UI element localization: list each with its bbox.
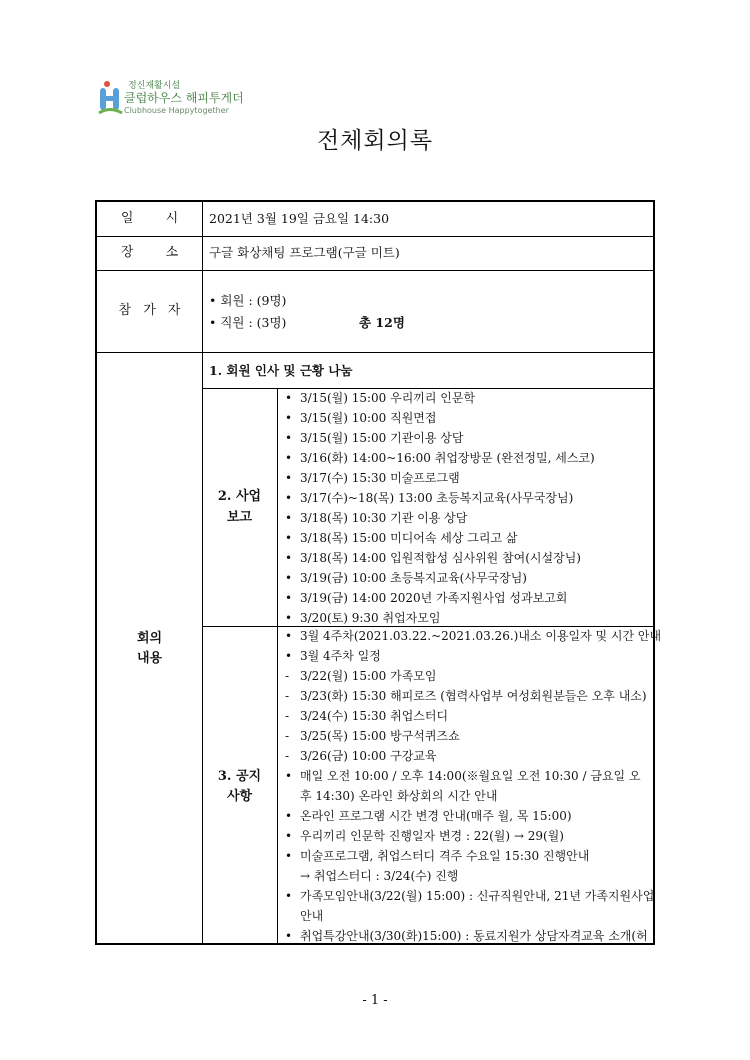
list-item: • 3월 4주차(2021.03.22.~2021.03.26.)내소 이용일자 및 시간 안내 bbox=[280, 626, 661, 646]
minutes-table bbox=[95, 200, 662, 945]
list-item: • 매일 오전 10:00 / 오후 14:00(※월요일 오전 10:30 / 금요일 오 bbox=[280, 766, 661, 786]
list-item: • 온라인 프로그램 시간 변경 안내(매주 월, 목 15:00) bbox=[280, 806, 661, 826]
list-item: • 3/20(토) 9:30 취업자모임 bbox=[280, 608, 595, 628]
page-title: 전체회의록 bbox=[316, 128, 434, 154]
place-value: 구글 화상채팅 프로그램(구글 미트) bbox=[209, 245, 400, 260]
logo-line-1: 정신재활시설 bbox=[128, 81, 181, 91]
table-divider bbox=[202, 202, 203, 943]
attendees-staff: • 직원 : (3명) bbox=[209, 315, 287, 330]
list-item: • 미술프로그램, 취업스터디 격주 수요일 15:30 진행안내 bbox=[280, 846, 661, 866]
clubhouse-h-logo-icon bbox=[98, 80, 124, 116]
section-3-list bbox=[280, 626, 661, 946]
logo-line-3: Clubhouse Happytogether bbox=[124, 106, 229, 115]
meeting-label-line2: 내용 bbox=[136, 651, 163, 666]
list-item: • 우리끼리 인문학 진행일자 변경 : 22(월) → 29(월) bbox=[280, 826, 661, 846]
list-item: • 3/15(월) 15:00 기관이용 상담 bbox=[280, 428, 595, 448]
attendees-label: 참 가 자 bbox=[118, 303, 185, 318]
list-item: - 3/26(금) 10:00 구강교육 bbox=[280, 746, 661, 766]
place-label: 장 소 bbox=[120, 245, 193, 260]
table-divider bbox=[97, 270, 653, 271]
list-item: • 3/19(금) 14:00 2020년 가족지원사업 성과보고회 bbox=[280, 588, 595, 608]
clubhouse-logo bbox=[98, 78, 258, 118]
section-2-title-line1: 2. 사업 bbox=[217, 489, 262, 504]
list-item: • 3/17(수)~18(목) 13:00 초등복지교육(사무국장님) bbox=[280, 488, 595, 508]
attendees-members: • 회원 : (9명) bbox=[209, 293, 287, 308]
table-divider bbox=[97, 352, 653, 353]
list-item: 후 14:30) 온라인 화상회의 시간 안내 bbox=[300, 789, 498, 803]
section-1-title: 1. 회원 인사 및 근황 나눔 bbox=[209, 363, 353, 378]
list-item: 안내 bbox=[300, 909, 324, 923]
list-item: • 3/18(목) 14:00 입원적합성 심사위원 참여(시설장님) bbox=[280, 548, 595, 568]
logo-line-2: 클럽하우스 해피투게더 bbox=[124, 91, 244, 105]
list-item: • 취업특강안내(3/30(화)15:00) : 동료지원가 상담자격교육 소개(허 bbox=[280, 926, 661, 946]
list-item: - 3/23(화) 15:30 해피로즈 (협력사업부 여성회원분들은 오후 내소) bbox=[280, 686, 661, 706]
list-item: - 3/25(목) 15:00 방구석퀴즈쇼 bbox=[280, 726, 661, 746]
list-item: • 3/18(목) 15:00 미디어속 세상 그리고 삶 bbox=[280, 528, 595, 548]
section-2-list bbox=[280, 388, 595, 628]
list-item: - 3/24(수) 15:30 취업스터디 bbox=[280, 706, 661, 726]
list-item: • 가족모임안내(3/22(월) 15:00) : 신규직원안내, 21년 가족지원사업 bbox=[280, 886, 661, 906]
section-3-title-line2: 사항 bbox=[226, 789, 253, 804]
date-value: 2021년 3월 19일 금요일 14:30 bbox=[209, 211, 390, 226]
section-2-title-line2: 보고 bbox=[226, 510, 253, 525]
meeting-label-line1: 회의 bbox=[136, 631, 163, 646]
page-number: - 1 - bbox=[362, 993, 388, 1008]
list-item: • 3/15(월) 15:00 우리끼리 인문학 bbox=[280, 388, 595, 408]
table-divider bbox=[277, 388, 278, 943]
list-item: - 3/22(월) 15:00 가족모임 bbox=[280, 666, 661, 686]
section-3-title-line1: 3. 공지 bbox=[217, 769, 262, 784]
list-item: → 취업스터디 : 3/24(수) 진행 bbox=[300, 869, 459, 883]
attendees-total: 총 12명 bbox=[359, 315, 405, 330]
list-item: • 3월 4주차 일정 bbox=[280, 646, 661, 666]
table-divider bbox=[97, 236, 653, 237]
list-item: • 3/19(금) 10:00 초등복지교육(사무국장님) bbox=[280, 568, 595, 588]
list-item: • 3/18(목) 10:30 기관 이용 상담 bbox=[280, 508, 595, 528]
date-label: 일 시 bbox=[120, 211, 193, 226]
list-item: • 3/15(월) 10:00 직원면접 bbox=[280, 408, 595, 428]
list-item: • 3/17(수) 15:30 미술프로그램 bbox=[280, 468, 595, 488]
list-item: • 3/16(화) 14:00~16:00 취업장방문 (완전정밀, 세스코) bbox=[280, 448, 595, 468]
